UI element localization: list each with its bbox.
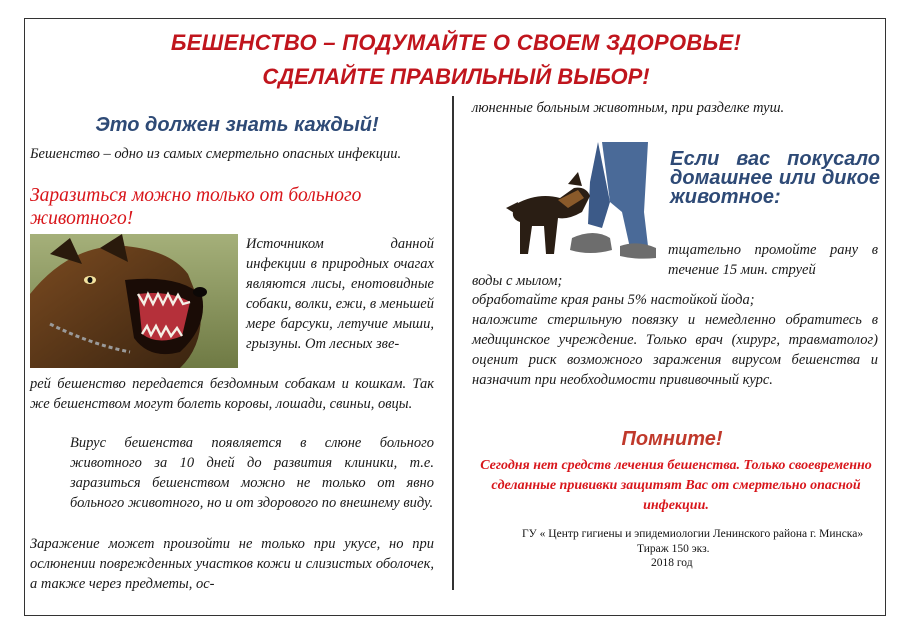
- column-divider: [452, 96, 454, 590]
- footer-print-run: Тираж 150 экз.: [637, 543, 710, 555]
- subtitle: СДЕЛАЙТЕ ПРАВИЛЬНЫЙ ВЫБОР!: [262, 64, 650, 89]
- wash-wound-continued-text: воды с мылом;: [472, 273, 563, 289]
- infection-sources-text: Источником данной инфекции в природных очагах являются лисы, енотовидные собаки, волки, ежи, в меньшей мере барсуки, летучие мыши, грызуны. От лесных зве-: [246, 236, 434, 352]
- wash-wound-text: тщательно промойте рану в течение 15 мин. струей: [668, 242, 878, 278]
- main-title: БЕШЕНСТВО – ПОДУМАЙТЕ О СВОЕМ ЗДОРОВЬЕ!: [170, 30, 742, 55]
- remember-heading: Помните!: [621, 428, 723, 450]
- snarling-dog-photo-icon: [30, 234, 238, 368]
- virus-info-text: Вирус бешенства появляется в слюне больного животного за 10 дней до развития клиники, т.е. заразиться бешенством можно не только от явно больного животного, но и от здорового по внешнему виду.: [70, 435, 434, 511]
- warning-text: Заразиться можно только от больного животного!: [30, 185, 362, 229]
- see-doctor-text: наложите стерильную повязку и немедленно обратитесь в медицинское учреждение. Только врач (хирург, травматолог) оценит риск возможного заражения вирусом бешенства и назначит при необходимости прививочный курс.: [472, 312, 878, 388]
- transmission-info-text: Заражение может произойти не только при укусе, но при ослюнении поврежденных участков кожи и слизистых оболочек, а также через предметы, ос-: [30, 536, 434, 592]
- remember-text: Сегодня нет средств лечения бешенства. Только своевременно сделанные прививки защитят Вас от смертельно опасной инфекции.: [480, 458, 872, 513]
- footer-year: 2018 год: [651, 557, 693, 569]
- footer-organization: ГУ « Центр гигиены и эпидемиологии Ленинского района г. Минска»: [522, 528, 864, 540]
- iodine-text: обработайте края раны 5% настойкой йода;: [472, 292, 755, 308]
- transmission-continued-text: люненные больным животным, при разделке туш.: [472, 100, 785, 116]
- bitten-heading: Если вас покусало домашнее или дикое животное:: [670, 148, 880, 208]
- intro-text: Бешенство – одно из самых смертельно опасных инфекции.: [30, 146, 402, 162]
- section-heading-everyone-must-know: Это должен знать каждый!: [95, 114, 379, 136]
- infection-sources-continued-text: рей бешенство передается бездомным собакам и кошкам. Так же бешенством могут болеть коровы, лошади, свиньи, овцы.: [30, 376, 434, 412]
- dog-biting-leg-photo-icon: [498, 142, 660, 268]
